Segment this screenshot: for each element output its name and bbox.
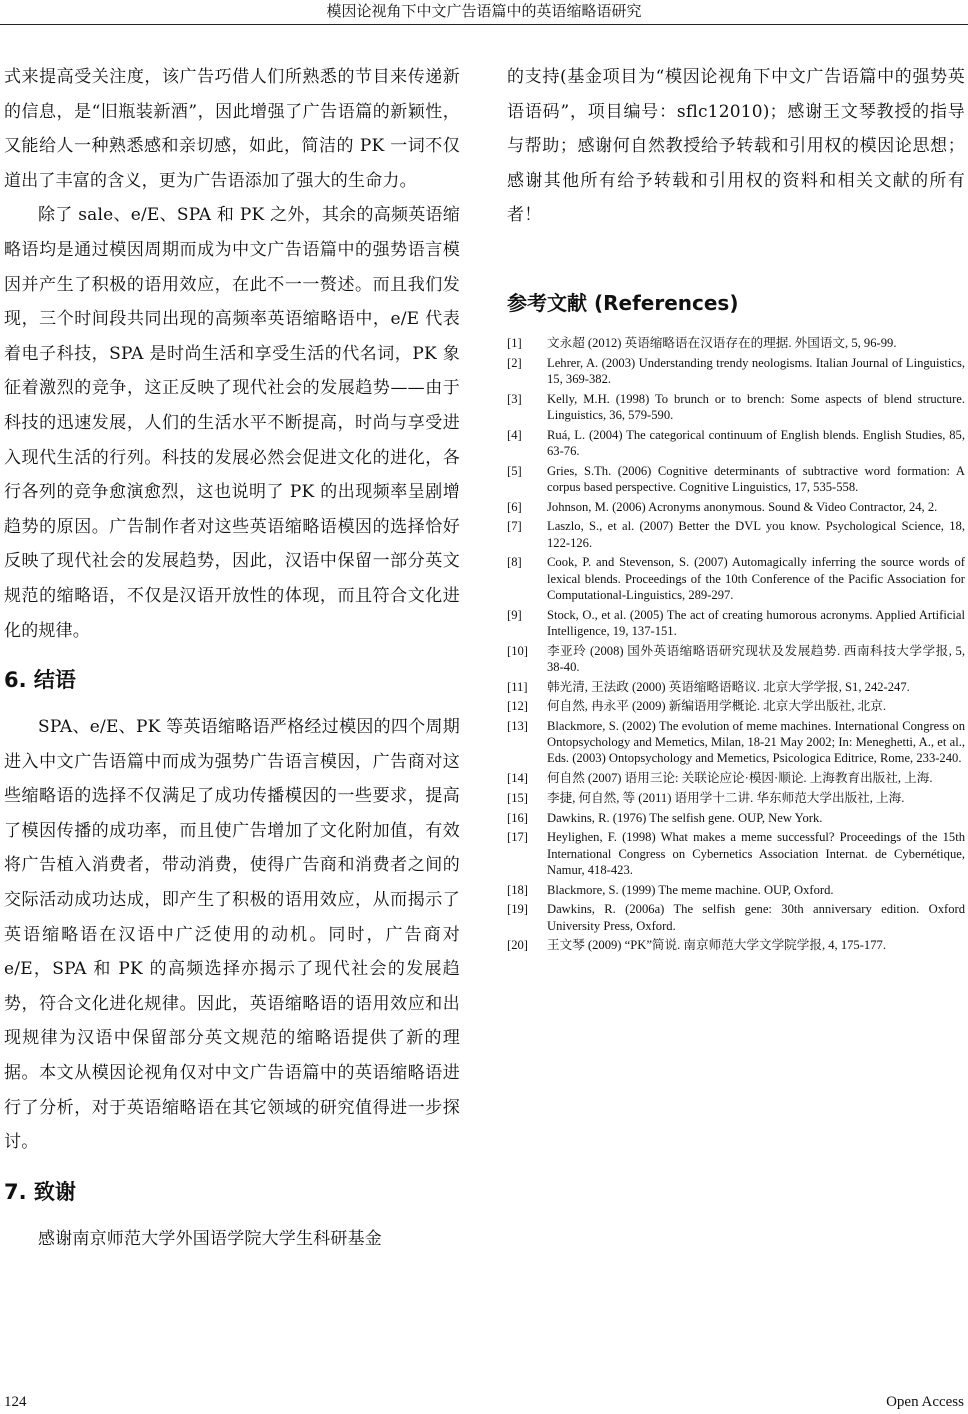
running-header: 模因论视角下中文广告语篇中的英语缩略语研究 <box>0 0 968 25</box>
reference-item <box>507 427 965 460</box>
reference-number: [6] <box>507 499 522 514</box>
reference-number: [16] <box>507 810 528 825</box>
reference-number: [15] <box>507 790 528 805</box>
reference-number: [5] <box>507 463 522 478</box>
reference-item <box>507 607 965 640</box>
reference-text: 王文琴 (2009) “PK”简说. 南京师范大学文学院学报, 4, 175-177. <box>547 938 886 953</box>
reference-number: [13] <box>507 718 528 733</box>
body-paragraph-5: 的支持(基金项目为“模因论视角下中文广告语篇中的强势英语语码”，项目编号：sflc12010)；感谢王文琴教授的指导与帮助；感谢何自然教授给予转载和引用权的模因论思想；感谢其他所有给予转载和引用权的资料和相关文献的所有者！ <box>507 67 965 226</box>
reference-text: Lehrer, A. (2003) Understanding trendy neologisms. Italian Journal of Linguistics, 15, 369-382. <box>547 355 965 386</box>
reference-number: [17] <box>507 830 528 845</box>
left-column <box>4 60 460 1256</box>
reference-list <box>507 335 965 954</box>
reference-item <box>507 554 965 603</box>
reference-number: [14] <box>507 771 528 786</box>
reference-text: 何自然 (2007) 语用三论: 关联论应论·模因·顺论. 上海教育出版社, 上海. <box>547 771 933 786</box>
reference-item <box>507 679 965 695</box>
reference-number: [11] <box>507 679 528 694</box>
reference-text: 韩光清, 王法政 (2000) 英语缩略语略议. 北京大学学报, S1, 242-247. <box>547 679 910 694</box>
reference-text: Cook, P. and Stevenson, S. (2007) Automagically inferring the source words of lexical blends. Proceedings of the 10th Conference of the Pacific Association for Computational-Linguistics, 289-297. <box>547 555 965 602</box>
reference-text: Laszlo, S., et al. (2007) Better the DVL you know. Psychological Science, 18, 122-126. <box>547 519 965 550</box>
page-number: 124 <box>4 1394 27 1410</box>
right-column <box>507 60 965 957</box>
reference-item <box>507 937 965 953</box>
reference-number: [8] <box>507 555 522 570</box>
reference-item <box>507 718 965 767</box>
reference-text: Gries, S.Th. (2006) Cognitive determinants of subtractive word formation: A corpus based perspective. Cognitive Linguistics, 17, 535-558. <box>547 463 965 494</box>
reference-item <box>507 499 965 515</box>
reference-item <box>507 355 965 388</box>
reference-number: [18] <box>507 882 528 897</box>
reference-text: Johnson, M. (2006) Acronyms anonymous. Sound & Video Contractor, 24, 2. <box>547 499 938 514</box>
reference-number: [1] <box>507 335 522 350</box>
reference-number: [12] <box>507 699 528 714</box>
reference-text: 文永超 (2012) 英语缩略语在汉语存在的理据. 外国语文, 5, 96-99. <box>547 335 897 350</box>
body-paragraph-3: SPA、e/E、PK 等英语缩略语严格经过模因的四个周期进入中文广告语篇中而成为强势广告语言模因，广告商对这些缩略语的选择不仅满足了成功传播模因的一些要求，提高了模因传播的成功率，而且使广告增加了文化附加值，有效将广告植入消费者，带动消费，使得广告商和消费者之间的交际活动成功达成，即产生了积极的语用效应，从而揭示了英语缩略语在汉语中广泛使用的动机。同时，广告商对 e/E，SPA 和 PK 的高频选择亦揭示了现代社会的发展趋势，符合文化进化规律。因此，英语缩略语的语用效应和出现规律为汉语中保留部分英文规范的缩略语提供了新的理据。本文从模因论视角仅对中文广告语篇中的英语缩略语进行了分析，对于英语缩略语在其它领域的研究值得进一步探讨。 <box>4 717 460 1153</box>
reference-number: [3] <box>507 391 522 406</box>
references-heading: 参考文献 (References) <box>507 290 739 315</box>
reference-text: Dawkins, R. (2006a) The selfish gene: 30th anniversary edition. Oxford University Press, Oxford. <box>547 902 965 933</box>
reference-number: [7] <box>507 519 522 534</box>
reference-text: Blackmore, S. (1999) The meme machine. OUP, Oxford. <box>547 882 834 897</box>
reference-item <box>507 463 965 496</box>
body-paragraph-2: 除了 sale、e/E、SPA 和 PK 之外，其余的高频英语缩略语均是通过模因周期而成为中文广告语篇中的强势语言模因并产生了积极的语用效应，在此不一一赘述。而且我们发现，三个时间段共同出现的高频率英语缩略语中，e/E 代表着电子科技，SPA 是时尚生活和享受生活的代名词，PK 象征着激烈的竞争，这正反映了现代社会的发展趋势——由于科技的迅速发展，人们的生活水平不断提高，时尚与享受进入现代生活的行列。科技的发展必然会促进文化的进化，各行各列的竞争愈演愈烈，这也说明了 PK 的出现频率呈剧增趋势的原因。广告制作者对这些英语缩略语模因的选择恰好反映了现代社会的发展趋势，因此，汉语中保留一部分英文规范的缩略语，不仅是汉语开放性的体现，而且符合文化进化的规律。 <box>4 205 460 641</box>
reference-number: [20] <box>507 938 528 953</box>
reference-text: Blackmore, S. (2002) The evolution of meme machines. International Congress on Ontopsychology and Memetics, Milan, 18-21 May 2002; In: Meneghetti, A., et al., Eds. (2003) Ontopsychology and Memetics, Psicologica Editrice, Rome, 233-240. <box>547 718 965 766</box>
body-paragraph-1: 式来提高受关注度，该广告巧借人们所熟悉的节目来传递新的信息，是“旧瓶装新酒”，因此增强了广告语篇的新颖性，又能给人一种熟悉感和亲切感，如此，简洁的 PK 一词不仅道出了丰富的含义，更为广告语添加了强大的生命力。 <box>4 67 460 191</box>
reference-text: Ruá, L. (2004) The categorical continuum of English blends. English Studies, 85, 63-76. <box>547 427 965 458</box>
reference-text: Heylighen, F. (1998) What makes a meme successful? Proceedings of the 15th International Congress on Cybernetics Association Internat. de Cybernétique, Namur, 418-423. <box>547 830 965 877</box>
reference-number: [2] <box>507 355 522 370</box>
reference-item <box>507 810 965 826</box>
reference-item <box>507 901 965 934</box>
reference-text: 何自然, 冉永平 (2009) 新编语用学概论. 北京大学出版社, 北京. <box>547 699 886 714</box>
reference-item <box>507 790 965 806</box>
reference-number: [9] <box>507 607 522 622</box>
body-paragraph-4: 感谢南京师范大学外国语学院大学生科研基金 <box>38 1228 382 1249</box>
footer-journal-label: Open Access <box>886 1394 964 1410</box>
reference-item <box>507 882 965 898</box>
reference-item <box>507 391 965 424</box>
reference-text: Kelly, M.H. (1998) To brunch or to brench: Some aspects of blend structure. Linguistics, 36, 579-590. <box>547 391 965 422</box>
reference-number: [10] <box>507 643 528 658</box>
reference-item <box>507 829 965 878</box>
reference-number: [4] <box>507 427 522 442</box>
reference-item <box>507 770 965 786</box>
reference-text: 李捷, 何自然, 等 (2011) 语用学十二讲. 华东师范大学出版社, 上海. <box>547 790 905 805</box>
reference-number: [19] <box>507 902 528 917</box>
reference-text: Stock, O., et al. (2005) The act of creating humorous acronyms. Applied Artificial Intelligence, 19, 137-151. <box>547 607 965 638</box>
reference-item <box>507 518 965 551</box>
section-heading-acknowledgements: 7. 致谢 <box>4 1179 76 1204</box>
reference-item <box>507 698 965 714</box>
reference-text: Dawkins, R. (1976) The selfish gene. OUP, New York. <box>547 810 823 825</box>
reference-item <box>507 643 965 676</box>
reference-text: 李亚玲 (2008) 国外英语缩略语研究现状及发展趋势. 西南科技大学学报, 5, 38-40. <box>547 643 965 674</box>
reference-item <box>507 335 965 351</box>
section-heading-conclusion: 6. 结语 <box>4 668 76 693</box>
